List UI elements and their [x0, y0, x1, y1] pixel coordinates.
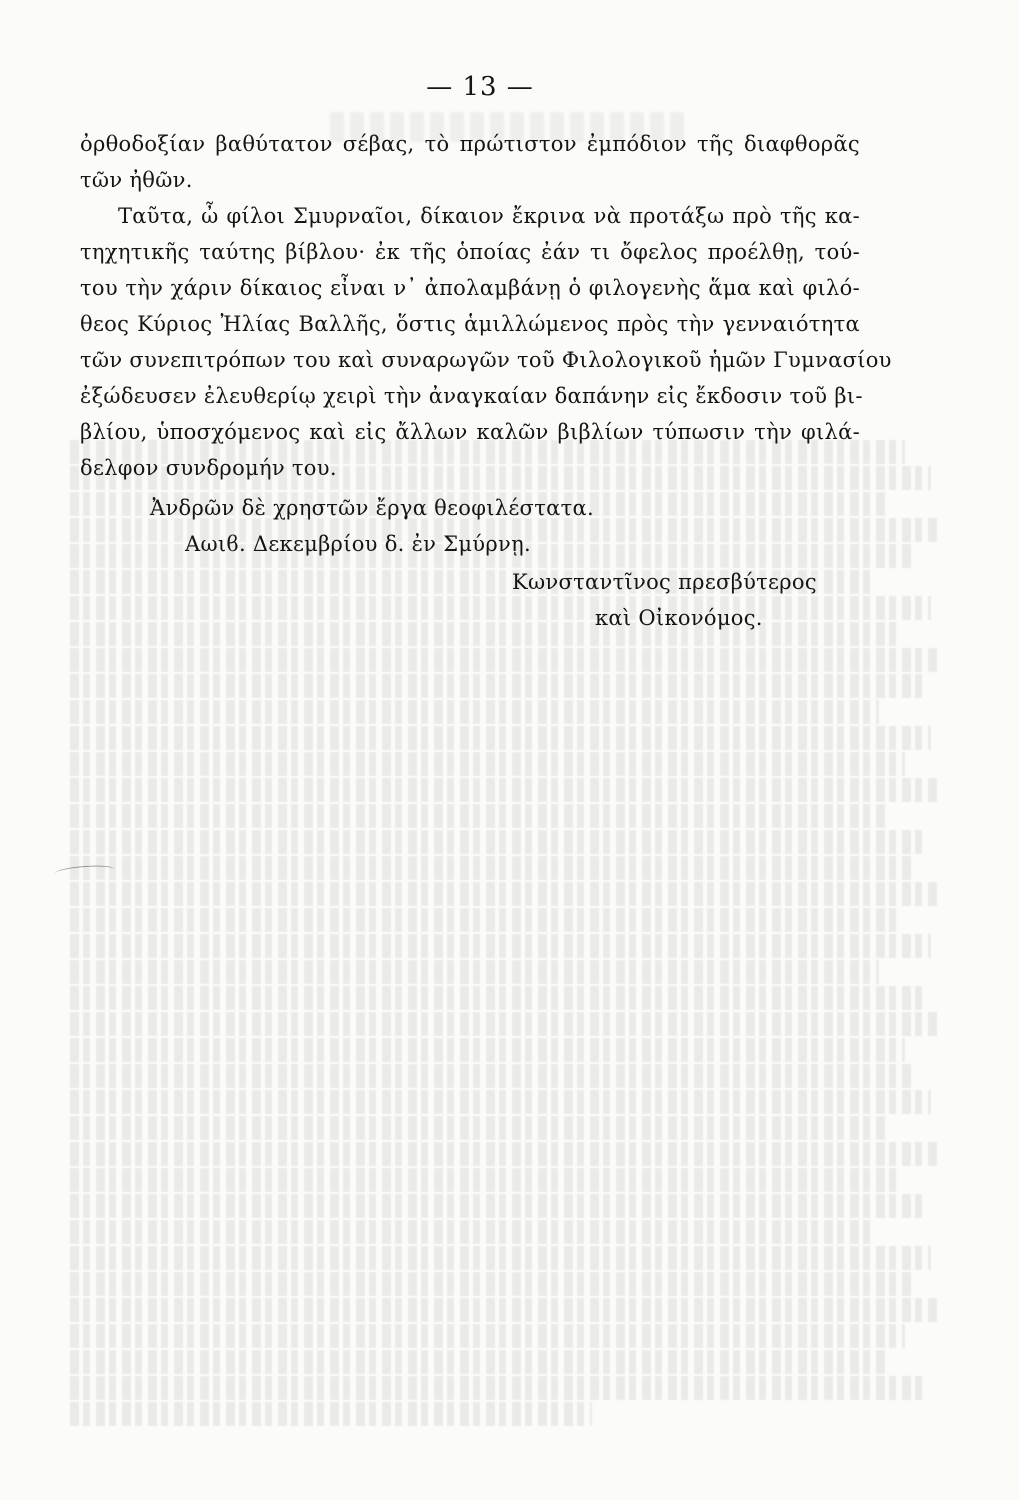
text-line: δελφον συνδρομήν του. — [80, 456, 337, 480]
signature-name: Κωνσταντῖνος πρεσβύτερος — [512, 570, 817, 594]
closing-date-place: Αωιϐ. Δεκεμβρίου δ. ἐν Σμύρνῃ. — [185, 532, 531, 556]
text-line: βλίου, ὑποσχόμενος καὶ εἰς ἄλλων καλῶν βιβλίων τύπωσιν τὴν φιλά- — [80, 420, 860, 444]
text-line: τῶν συνεπιτρόπων του καὶ συναρωγῶν τοῦ Φιλολογικοῦ ἡμῶν Γυμνασίου — [80, 348, 892, 372]
text-line: Ταῦτα, ὦ φίλοι Σμυρναῖοι, δίκαιον ἔκρινα νὰ προτάξω πρὸ τῆς κα- — [118, 204, 860, 228]
text-line: ὀρθοδοξίαν βαθύτατον σέβας, τὸ πρώτιστον ἐμπόδιον τῆς διαφθορᾶς — [80, 132, 860, 156]
closing-motto: Ἀνδρῶν δὲ χρηστῶν ἔργα θεοφιλέστατα. — [150, 496, 594, 520]
stray-pen-mark — [55, 864, 116, 879]
text-line: ἐξώδευσεν ἐλευθερίῳ χειρὶ τὴν ἀναγκαίαν δαπάνην εἰς ἔκδοσιν τοῦ βι- — [80, 384, 863, 408]
body-text — [80, 126, 892, 636]
text-line: τηχητικῆς ταύτης βίβλου· ἐκ τῆς ὁποίας ἐάν τι ὄφελος προέλθῃ, τού- — [80, 240, 860, 264]
page-number: — 13 — — [426, 72, 534, 102]
text-line: τῶν ἠθῶν. — [80, 168, 193, 192]
text-line: του τὴν χάριν δίκαιος εἶναι ν᾽ ἀπολαμβάνῃ ὁ φιλογενὴς ἅμα καὶ φιλό- — [80, 276, 860, 300]
text-line: θεος Κύριος Ἠλίας Βαλλῆς, ὅστις ἁμιλλώμενος πρὸς τὴν γενναιότητα — [80, 312, 860, 336]
signature-title: καὶ Οἰκονόμος. — [595, 606, 763, 630]
